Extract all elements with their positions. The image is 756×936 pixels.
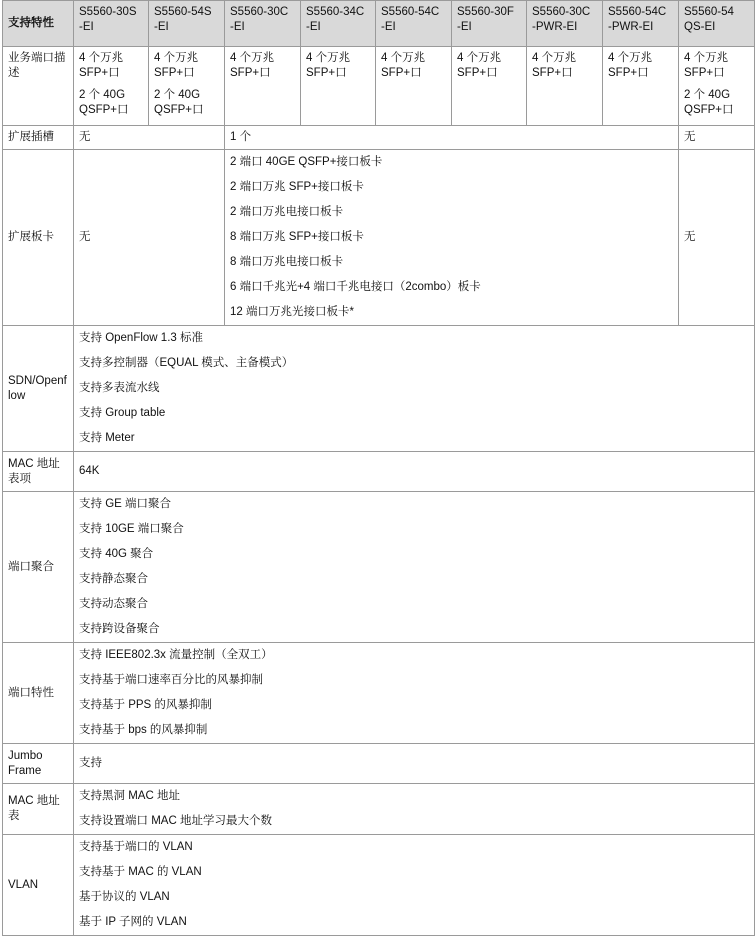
list-item: 支持多控制器（EQUAL 模式、主备模式） (79, 357, 294, 369)
cell: 4 个万兆 SFP+口 2 个 40G QSFP+口 (679, 47, 755, 126)
list-item: 2 端口万兆 SFP+接口板卡 (230, 181, 364, 193)
cell: 无 (74, 150, 225, 326)
feature-label: 端口特性 (3, 643, 74, 744)
list-item: 支持基于端口的 VLAN (79, 841, 193, 853)
list-item: 支持 Meter (79, 432, 135, 444)
header-model: S5560-54C -PWR-EI (603, 1, 679, 47)
row-mac-entries (3, 452, 755, 492)
list-item: 基于协议的 VLAN (79, 891, 170, 903)
row-port-features (3, 643, 755, 744)
row-service-ports (3, 47, 755, 126)
list-item: 8 端口万兆 SFP+接口板卡 (230, 231, 364, 243)
header-row (3, 1, 755, 47)
header-model: S5560-30F -EI (452, 1, 527, 47)
cell: 支持 (74, 744, 755, 784)
cell: 4 个万兆 SFP+口 (452, 47, 527, 126)
cell: 4 个万兆 SFP+口 (603, 47, 679, 126)
feature-label: 业务端口描述 (3, 47, 74, 126)
list-item: 支持基于端口速率百分比的风暴抑制 (79, 674, 263, 686)
list-item: 支持基于 MAC 的 VLAN (79, 866, 202, 878)
row-mac-table (3, 784, 755, 835)
cell (74, 492, 755, 643)
cell: 4 个万兆 SFP+口 (527, 47, 603, 126)
feature-label: SDN/Openflow (3, 326, 74, 452)
cell (74, 784, 755, 835)
cell: 4 个万兆 SFP+口 (225, 47, 301, 126)
header-model: S5560-30S -EI (74, 1, 149, 47)
header-model: S5560-54 QS-EI (679, 1, 755, 47)
cell (74, 326, 755, 452)
list-item: 支持 GE 端口聚合 (79, 498, 172, 510)
header-feature: 支持特性 (3, 1, 74, 47)
feature-label: 扩展插槽 (3, 126, 74, 150)
cell: 无 (679, 150, 755, 326)
list-item: 支持黑洞 MAC 地址 (79, 790, 180, 802)
feature-label: 扩展板卡 (3, 150, 74, 326)
row-expansion-slot (3, 126, 755, 150)
row-expansion-card (3, 150, 755, 326)
cell: 1 个 (225, 126, 679, 150)
row-sdn (3, 326, 755, 452)
spec-table (2, 0, 755, 936)
feature-label: VLAN (3, 835, 74, 936)
list-item: 支持 10GE 端口聚合 (79, 523, 184, 535)
feature-label: MAC 地址表 (3, 784, 74, 835)
list-item: 支持 40G 聚合 (79, 548, 154, 560)
cell (74, 835, 755, 936)
header-model: S5560-30C -PWR-EI (527, 1, 603, 47)
feature-label: Jumbo Frame (3, 744, 74, 784)
cell: 64K (74, 452, 755, 492)
list-item: 支持动态聚合 (79, 598, 148, 610)
feature-label: MAC 地址表项 (3, 452, 74, 492)
list-item: 基于 IP 子网的 VLAN (79, 916, 187, 928)
row-jumbo (3, 744, 755, 784)
list-item: 支持 IEEE802.3x 流量控制（全双工） (79, 649, 273, 661)
list-item: 支持 Group table (79, 407, 166, 419)
cell: 4 个万兆 SFP+口 (301, 47, 376, 126)
list-item: 支持设置端口 MAC 地址学习最大个数 (79, 815, 272, 827)
cell: 无 (74, 126, 225, 150)
cell: 4 个万兆 SFP+口 (376, 47, 452, 126)
list-item: 2 端口 40GE QSFP+接口板卡 (230, 156, 383, 168)
list-item: 支持跨设备聚合 (79, 623, 160, 635)
row-link-aggregation (3, 492, 755, 643)
list-item: 2 端口万兆电接口板卡 (230, 206, 344, 218)
header-model: S5560-54C -EI (376, 1, 452, 47)
header-model: S5560-30C -EI (225, 1, 301, 47)
list-item: 支持基于 bps 的风暴抑制 (79, 724, 208, 736)
cell: 4 个万兆 SFP+口 2 个 40G QSFP+口 (74, 47, 149, 126)
list-item: 12 端口万兆光接口板卡* (230, 306, 354, 318)
list-item: 支持 OpenFlow 1.3 标准 (79, 332, 203, 344)
cell: 4 个万兆 SFP+口 2 个 40G QSFP+口 (149, 47, 225, 126)
cell (225, 150, 679, 326)
cell: 无 (679, 126, 755, 150)
list-item: 支持静态聚合 (79, 573, 148, 585)
header-model: S5560-34C -EI (301, 1, 376, 47)
feature-label: 端口聚合 (3, 492, 74, 643)
cell (74, 643, 755, 744)
row-vlan (3, 835, 755, 936)
list-item: 6 端口千兆光+4 端口千兆电接口（2combo）板卡 (230, 281, 481, 293)
header-model: S5560-54S -EI (149, 1, 225, 47)
list-item: 8 端口万兆电接口板卡 (230, 256, 344, 268)
list-item: 支持基于 PPS 的风暴抑制 (79, 699, 212, 711)
list-item: 支持多表流水线 (79, 382, 160, 394)
